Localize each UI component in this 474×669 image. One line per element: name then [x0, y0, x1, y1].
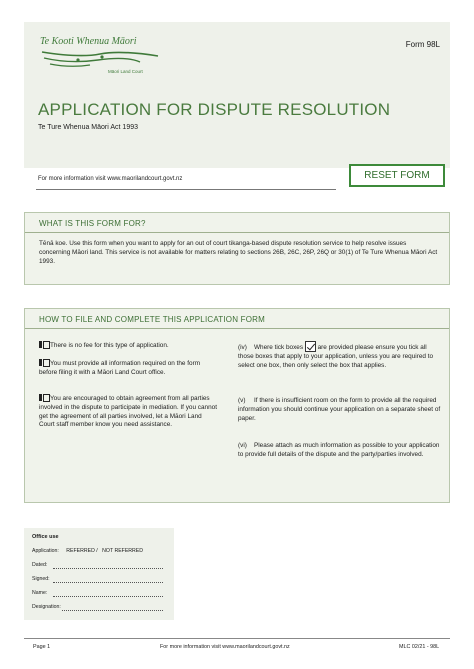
section-how-to-file	[24, 308, 450, 503]
form-code: MLC 02/21 - 98L	[399, 644, 440, 650]
section-header	[25, 213, 449, 233]
page-number: Page 1	[33, 644, 51, 650]
section-what-is-this-form	[24, 212, 450, 285]
form-number: Form 98L	[405, 40, 440, 49]
tick-box-icon	[305, 341, 316, 352]
signed-label: Signed:	[32, 576, 50, 582]
name-field[interactable]	[53, 596, 163, 597]
designation-label: Designation:	[32, 604, 61, 610]
footer-divider	[24, 638, 450, 639]
name-label: Name:	[32, 590, 48, 596]
list-item: (v) If there is insufficient room on the form to provide all the required information you should continue your application on a separate sheet of paper.	[238, 397, 441, 422]
referred-option[interactable]: REFERRED /	[66, 548, 98, 554]
page-subtitle: Te Ture Whenua Māori Act 1993	[38, 124, 138, 131]
list-item: You must provide all information required on the form before filing it with a Māori Land Court office.	[39, 360, 201, 376]
list-item: There is no fee for this type of application.	[39, 341, 219, 351]
court-logo	[40, 36, 160, 74]
signed-field[interactable]	[53, 582, 163, 583]
section-body: Tēnā koe. Use this form when you want to apply for an out of court tikanga-based dispute resolution service to help resolve issues concerning Māori land. This service is not available for matters relating to sections 26B, 26C, 26P, 26Q or 30(1) of Te Ture Whenua Māori Act 1993.	[39, 240, 438, 266]
section-header	[25, 309, 449, 329]
page-title: APPLICATION FOR DISPUTE RESOLUTION	[38, 100, 391, 119]
logo-text: Te Kooti Whenua Māori	[40, 36, 137, 47]
designation-field[interactable]	[62, 610, 163, 611]
info-text: For more information visit www.maorilandcourt.govt.nz	[38, 176, 183, 182]
koru-logo-icon	[40, 48, 160, 70]
not-referred-option[interactable]: NOT REFERRED	[102, 548, 143, 554]
logo-subtext: Māori Land Court	[108, 69, 143, 74]
checkbox-glyph-icon	[39, 359, 49, 366]
checkbox-glyph-icon	[39, 394, 49, 401]
list-item: You are encouraged to obtain agreement from all parties involved in the dispute to participate in mediation. If you cannot get the agreement of all parties involved, let a Māori Land Court staff member know you need assistance.	[39, 395, 217, 429]
reset-form-button[interactable]: RESET FORM	[349, 164, 445, 187]
dated-field[interactable]	[53, 568, 163, 569]
dated-label: Dated:	[32, 562, 48, 568]
office-use-panel	[24, 528, 174, 620]
section-title: HOW TO FILE AND COMPLETE THIS APPLICATION FORM	[39, 315, 265, 324]
application-status-row: Application: REFERRED / NOT REFERRED	[32, 548, 143, 554]
list-item: (iv) Where tick boxes are provided please ensure you tick all those boxes that apply to your application, unless you are required to select one box, then only select the box that applies.	[238, 341, 443, 370]
office-use-title: Office use	[32, 534, 59, 540]
checkbox-glyph-icon	[39, 341, 49, 348]
section-title: WHAT IS THIS FORM FOR?	[39, 219, 146, 228]
footer-info: For more information visit www.maorilandcourt.govt.nz	[160, 644, 290, 650]
info-divider	[36, 189, 336, 190]
list-item: (vi) Please attach as much information as possible to your application to provide full details of the dispute and the party/parties involved.	[238, 442, 440, 458]
